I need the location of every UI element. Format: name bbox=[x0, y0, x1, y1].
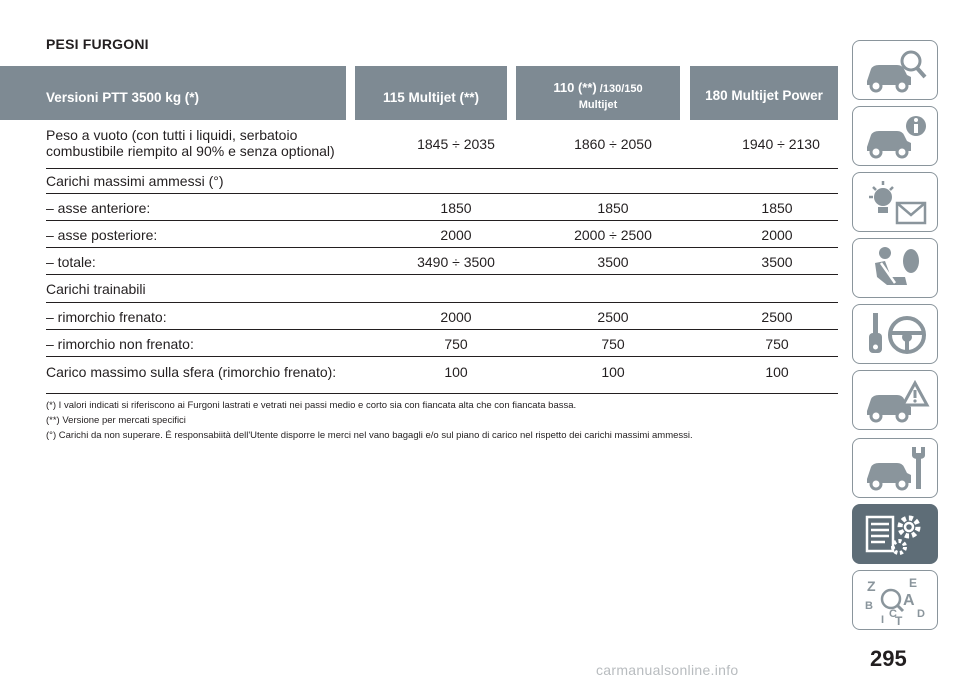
value-110: 100 bbox=[601, 364, 625, 380]
table-header-110-multijet bbox=[516, 66, 680, 120]
header-label: Versioni PTT 3500 kg (*) bbox=[46, 90, 200, 105]
section-title: PESI FURGONI bbox=[46, 36, 149, 52]
row-label: – asse anteriore: bbox=[46, 200, 151, 216]
footnote: (*) I valori indicati si riferiscono ai Furgoni lastrati e vetrati nei passi medio e corto sia con fiancata alta che con fiancata bassa. bbox=[46, 400, 577, 411]
index-letter: C bbox=[889, 608, 897, 620]
value-110: 1860 ÷ 2050 bbox=[574, 136, 652, 152]
index-letter: A bbox=[903, 592, 915, 609]
value-180: 2500 bbox=[761, 309, 793, 325]
row-label: – asse posteriore: bbox=[46, 227, 158, 243]
alphabet-index-icon bbox=[861, 575, 931, 627]
chapter-tab-index[interactable] bbox=[852, 570, 938, 630]
value-110: 1850 bbox=[597, 200, 629, 216]
header-label-small: /130/150 bbox=[596, 83, 643, 95]
seat-airbag-icon bbox=[861, 243, 931, 295]
row-label: Carichi trainabili bbox=[46, 281, 146, 297]
index-letter: T bbox=[895, 614, 903, 627]
footnote: (°) Carichi da non superare. É responsabiità dell'Utente disporre le merci nel vano bagagli e/o sul piano di carico nel rispetto dei carichi massimi ammessi. bbox=[46, 430, 693, 441]
table-row-asse-anteriore bbox=[46, 193, 838, 221]
page-number: 295 bbox=[870, 646, 907, 671]
car-breakdown-icon bbox=[861, 375, 931, 427]
row-label: – rimorchio frenato: bbox=[46, 309, 167, 325]
footnote: (**) Versione per mercati specifici bbox=[46, 415, 186, 426]
chapter-tab-maintenance[interactable] bbox=[852, 438, 938, 498]
table-header-115-multijet bbox=[355, 66, 507, 120]
table-row-totale bbox=[46, 247, 838, 275]
row-label: – totale: bbox=[46, 254, 96, 270]
chapter-tab-car-magnifier[interactable] bbox=[852, 40, 938, 100]
row-label bbox=[46, 127, 335, 159]
value-180: 3500 bbox=[761, 254, 793, 270]
value-115: 2000 bbox=[440, 227, 472, 243]
table-row-carico-sfera bbox=[46, 356, 838, 394]
index-letter: I bbox=[881, 614, 885, 626]
table-header-180-multijet-power bbox=[690, 66, 838, 120]
table-header-version bbox=[0, 66, 346, 120]
value-110: 2500 bbox=[597, 309, 629, 325]
header-label-line2: Multijet bbox=[578, 99, 618, 111]
table-row-rimorchio-frenato bbox=[46, 302, 838, 330]
index-letter: D bbox=[917, 608, 925, 620]
key-steering-wheel-icon bbox=[861, 309, 931, 361]
index-letter: Z bbox=[867, 578, 876, 594]
car-info-icon bbox=[861, 111, 931, 163]
chapter-tab-starting-driving[interactable] bbox=[852, 304, 938, 364]
value-115: 750 bbox=[444, 336, 468, 352]
chapter-tab-car-info[interactable] bbox=[852, 106, 938, 166]
car-magnifier-icon bbox=[861, 45, 931, 97]
table-row-peso-a-vuoto bbox=[46, 122, 838, 169]
chapter-tab-emergency[interactable] bbox=[852, 370, 938, 430]
footnotes bbox=[46, 398, 693, 443]
index-letter: B bbox=[865, 600, 873, 612]
value-115: 1845 ÷ 2035 bbox=[417, 136, 495, 152]
row-label: Carico massimo sulla sfera (rimorchio frenato): bbox=[46, 364, 337, 380]
header-label: 115 Multijet (**) bbox=[382, 90, 480, 105]
value-180: 100 bbox=[765, 364, 789, 380]
value-115: 2000 bbox=[440, 309, 472, 325]
value-180: 1940 ÷ 2130 bbox=[742, 136, 820, 152]
value-110: 750 bbox=[601, 336, 625, 352]
row-label-line2: combustibile riempito al 90% e senza optional) bbox=[46, 143, 335, 159]
table-row-carichi-massimi bbox=[46, 168, 838, 194]
value-110: 2000 ÷ 2500 bbox=[574, 227, 652, 243]
table-row-asse-posteriore bbox=[46, 220, 838, 248]
warning-light-envelope-icon bbox=[861, 177, 931, 229]
row-label: – rimorchio non frenato: bbox=[46, 336, 194, 352]
value-115: 3490 ÷ 3500 bbox=[417, 254, 495, 270]
value-180: 2000 bbox=[761, 227, 793, 243]
chapter-tab-safety[interactable] bbox=[852, 238, 938, 298]
chapter-tab-warning-lights[interactable] bbox=[852, 172, 938, 232]
row-label-line1: Peso a vuoto (con tutti i liquidi, serbatoio bbox=[46, 127, 298, 143]
specs-gears-icon bbox=[861, 509, 931, 561]
header-label-line1 bbox=[516, 80, 680, 95]
table-row-rimorchio-non-frenato bbox=[46, 329, 838, 357]
row-label: Carichi massimi ammessi (°) bbox=[46, 173, 224, 189]
value-115: 1850 bbox=[440, 200, 472, 216]
table-row-carichi-trainabili bbox=[46, 274, 838, 303]
header-label: 180 Multijet Power bbox=[705, 88, 823, 103]
value-115: 100 bbox=[444, 364, 468, 380]
value-180: 750 bbox=[765, 336, 789, 352]
index-letter: E bbox=[909, 576, 918, 590]
car-wrench-icon bbox=[861, 443, 931, 495]
value-110: 3500 bbox=[597, 254, 629, 270]
header-label-main: 110 (**) bbox=[553, 80, 597, 95]
value-180: 1850 bbox=[761, 200, 793, 216]
watermark: carmanualsonline.info bbox=[596, 662, 739, 678]
chapter-tab-technical-data[interactable] bbox=[852, 504, 938, 564]
